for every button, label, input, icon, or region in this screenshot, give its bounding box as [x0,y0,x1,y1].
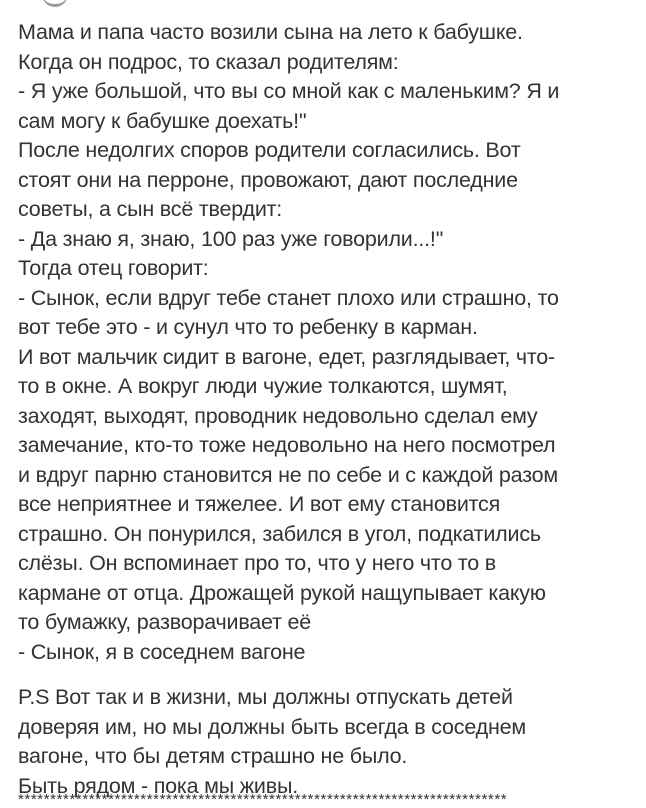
text-line: Мама и папа часто возили сына на лето к бабушке. [18,20,523,44]
text-line: то в окне. А вокруг люди чужие толкаются, шумят, [18,374,508,398]
ps-paragraph [18,683,638,801]
text-line: и вдруг парню становится не по себе и с каждой разом [18,462,558,487]
avatar [42,0,68,7]
text-line: Когда он подрос, то сказал родителям: [18,49,399,74]
text-line: сам могу к бабушке доехать!" [18,108,307,133]
text-line: кармане от отца. Дрожащей рукой нащупывает какую [18,580,546,605]
story-paragraph [18,18,638,667]
text-line: все неприятнее и тяжелее. И вот ему становится [18,492,501,516]
text-line: доверяя им, но мы должны быть всегда в соседнем [18,714,526,739]
text-line: - Сынок, я в соседнем вагоне [18,639,306,664]
text-line: После недолгих споров родители согласились. Вот [18,138,521,162]
text-line: заходят, выходят, проводник недовольно сделал ему [18,403,538,428]
asterisk-separator: **************************************************************************** [18,792,508,808]
text-line: И вот мальчик сидит в вагоне, едет, разглядывает, что- [18,344,556,369]
text-line: Быть рядом - пока мы живы. [18,773,298,798]
text-line: - Я уже большой, что вы со мной как с маленьким? Я и [18,79,560,103]
text-line: - Да знаю я, знаю, 100 раз уже говорили...!" [18,226,444,251]
text-line: страшно. Он понурился, забился в угол, подкатились [18,521,541,546]
text-line: советы, а сын всё твердит: [18,197,283,221]
text-line: вот тебе это - и сунул что то ребенку в карман. [18,315,478,339]
text-line: - Сынок, если вдруг тебе станет плохо или страшно, то [18,285,559,310]
text-line: замечание, кто-то тоже недовольно на него посмотрел [18,433,556,457]
text-line: Тогда отец говорит: [18,256,209,280]
text-line: вагоне, что бы детям страшно не было. [18,744,408,768]
text-line: слёзы. Он вспоминает про то, что у него что то в [18,551,497,575]
text-line: то бумажку, разворачивает её [18,610,312,634]
post-text [18,18,638,801]
text-line: P.S Вот так и в жизни, мы должны отпускать детей [18,685,513,709]
paragraph-gap [18,667,638,683]
text-line: стоят они на перроне, провожают, дают последние [18,167,518,192]
